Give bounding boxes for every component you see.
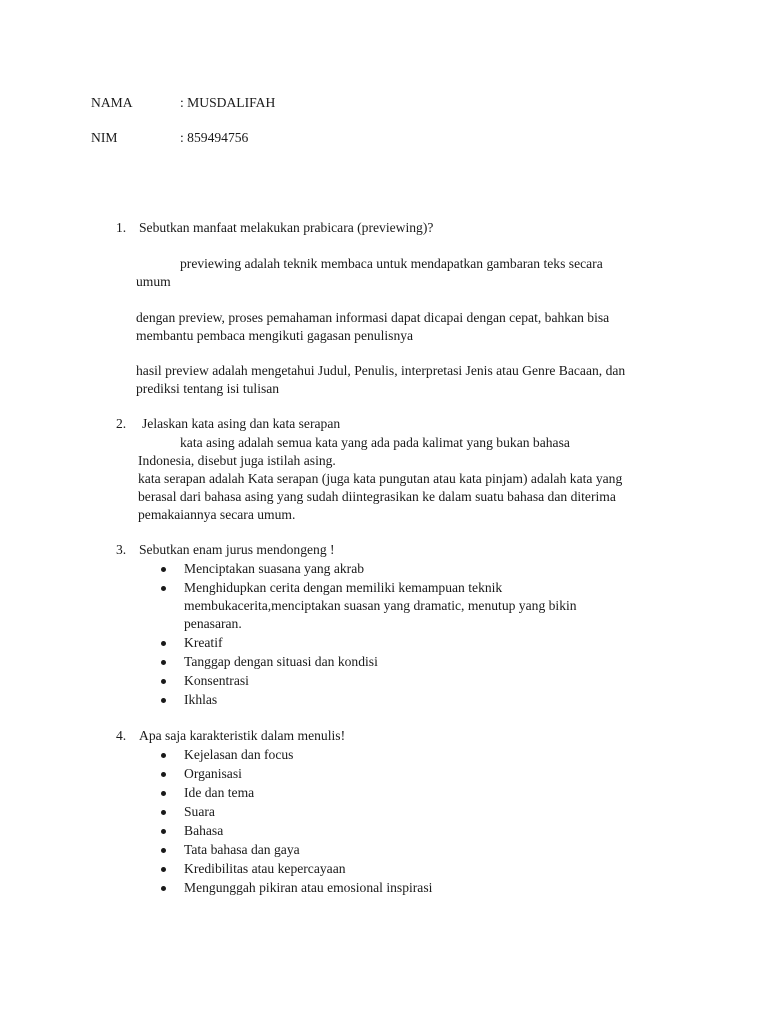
list-item-continued: penasaran.	[184, 616, 242, 631]
q2-answer-line: kata asing adalah semua kata yang ada pada kalimat yang bukan bahasa	[180, 435, 570, 450]
q3-number: 3.	[116, 542, 127, 557]
bullet-icon	[161, 641, 166, 646]
bullet-icon	[161, 829, 166, 834]
bullet-icon	[161, 698, 166, 703]
list-item: Kreatif	[184, 635, 223, 650]
bullet-icon	[161, 586, 166, 591]
nim-label: NIM	[91, 130, 118, 145]
list-item: Organisasi	[184, 766, 242, 781]
q1-question: Sebutkan manfaat melakukan prabicara (previewing)?	[139, 220, 434, 235]
bullet-icon	[161, 791, 166, 796]
q1-answer-line: previewing adalah teknik membaca untuk mendapatkan gambaran teks secara	[180, 256, 603, 271]
q1-answer-line: prediksi tentang isi tulisan	[136, 381, 280, 396]
list-item: Kejelasan dan focus	[184, 747, 294, 762]
bullet-icon	[161, 810, 166, 815]
list-item: Tanggap dengan situasi dan kondisi	[184, 654, 378, 669]
q1-answer-line: membantu pembaca mengikuti gagasan penulisnya	[136, 328, 414, 343]
list-item: Bahasa	[184, 823, 224, 838]
q1-number: 1.	[116, 220, 127, 235]
q1-answer-line: umum	[136, 274, 171, 289]
bullet-icon	[161, 753, 166, 758]
q4-question: Apa saja karakteristik dalam menulis!	[139, 728, 346, 743]
bullet-icon	[161, 679, 166, 684]
list-item: Konsentrasi	[184, 673, 249, 688]
nama-value: : MUSDALIFAH	[180, 95, 276, 110]
list-item: Ide dan tema	[184, 785, 255, 800]
q1-answer-line: hasil preview adalah mengetahui Judul, Penulis, interpretasi Jenis atau Genre Bacaan, dan	[136, 363, 626, 378]
q3-question: Sebutkan enam jurus mendongeng !	[139, 542, 335, 557]
list-item-continued: membukacerita,menciptakan suasan yang dramatic, menutup yang bikin	[184, 598, 577, 613]
q2-number: 2.	[116, 416, 127, 431]
q4-number: 4.	[116, 728, 127, 743]
nim-value: : 859494756	[180, 130, 249, 145]
bullet-icon	[161, 772, 166, 777]
q2-answer-line: Indonesia, disebut juga istilah asing.	[138, 453, 336, 468]
q2-answer-line: berasal dari bahasa asing yang sudah diintegrasikan ke dalam suatu bahasa dan diterima	[138, 489, 616, 504]
q2-answer-line: kata serapan adalah Kata serapan (juga kata pungutan atau kata pinjam) adalah kata yang	[138, 471, 623, 486]
bullet-icon	[161, 886, 166, 891]
list-item: Ikhlas	[184, 692, 218, 707]
q2-answer-line: pemakaiannya secara umum.	[138, 507, 296, 522]
bullet-icon	[161, 660, 166, 665]
bullet-icon	[161, 867, 166, 872]
q1-answer-line: dengan preview, proses pemahaman informasi dapat dicapai dengan cepat, bahkan bisa	[136, 310, 610, 325]
list-item: Menciptakan suasana yang akrab	[184, 561, 365, 576]
list-item: Suara	[184, 804, 215, 819]
bullet-icon	[161, 567, 166, 572]
list-item: Mengunggah pikiran atau emosional inspirasi	[184, 880, 433, 895]
bullet-icon	[161, 848, 166, 853]
q2-question: Jelaskan kata asing dan kata serapan	[142, 416, 341, 431]
list-item: Tata bahasa dan gaya	[184, 842, 300, 857]
list-item: Kredibilitas atau kepercayaan	[184, 861, 346, 876]
list-item: Menghidupkan cerita dengan memiliki kemampuan teknik	[184, 580, 503, 595]
nama-label: NAMA	[91, 95, 133, 110]
